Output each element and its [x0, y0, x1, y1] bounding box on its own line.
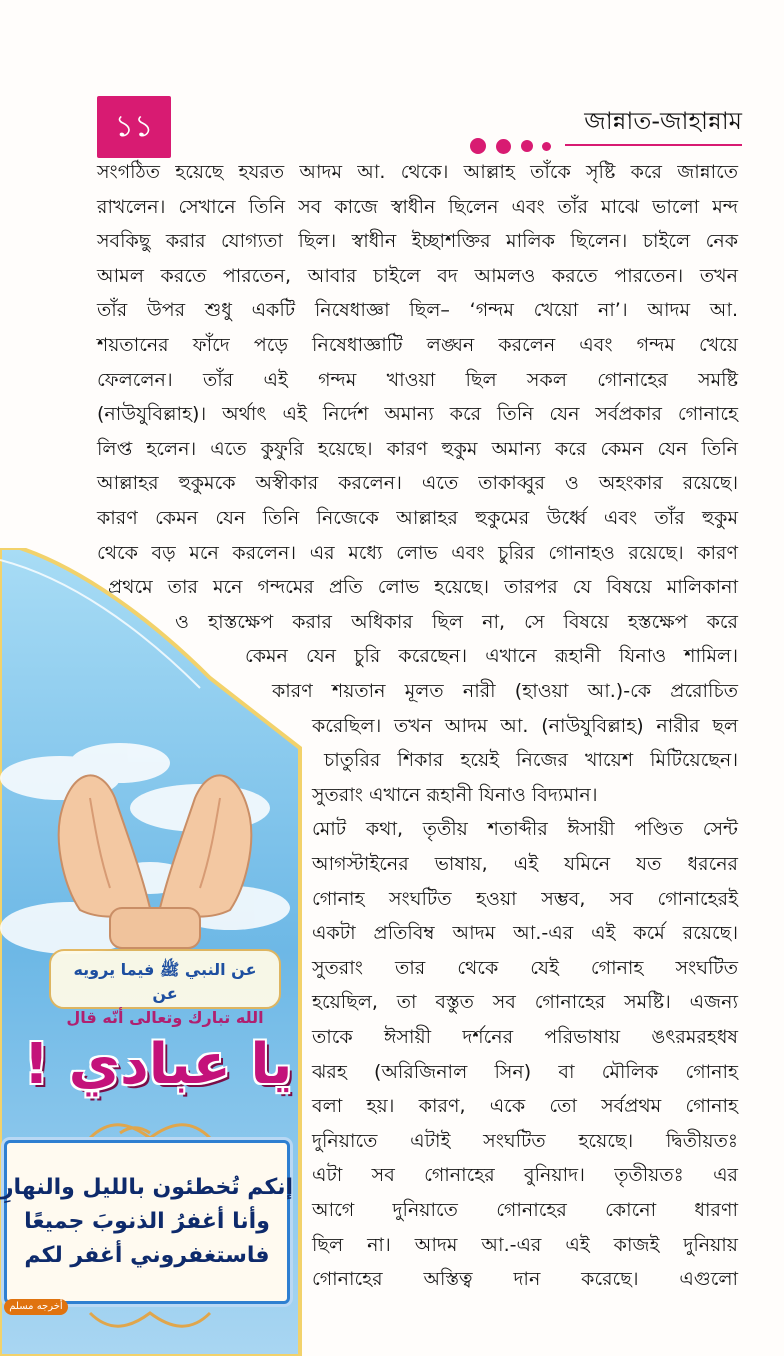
body-line: দুনিয়াতে এটাই সংঘটিত হয়েছে। দ্বিতীয়তঃ	[312, 1129, 738, 1152]
body-line: ঝরহ (অরিজিনাল সিন) বা মৌলিক গোনাহ	[312, 1060, 738, 1083]
body-line: শয়তানের ফাঁদে পড়ে নিষেধাজ্ঞাটি লঙ্ঘন করলেন এবং গন্দম খেয়ে	[97, 334, 738, 356]
body-line: চাতুরির শিকার হয়েই নিজের খায়েশ মিটিয়েছেন।	[324, 749, 738, 772]
running-title: জান্নাত-জাহান্নাম	[584, 107, 742, 135]
body-line: আল্লাহর হুকুমকে অস্বীকার করলেন। এতে তাকাব্বুর ও অহংকার রয়েছে।	[97, 472, 738, 495]
body-line: বলা হয়। কারণ, একে তো সর্বপ্রথম গোনাহ	[312, 1095, 738, 1118]
body-line: প্রথমে তার মনে গন্দমের প্রতি লোভ হয়েছে। তারপর যে বিষয়ে মালিকানা	[108, 576, 738, 599]
body-line: মোট কথা, তৃতীয় শতাব্দীর ঈসায়ী পণ্ডিত সেন্ট	[312, 818, 738, 841]
body-line: (নাউযুবিল্লাহ)। অর্থাৎ এই নির্দেশ অমান্য করে তিনি যেন সর্বপ্রকার গোনাহে	[97, 403, 738, 426]
body-line: আমল করতে পারতেন, আবার চাইলে বদ আমলও করতে পারতেন। তখন	[97, 264, 738, 287]
banner-subheading-line2: الله تبارك وتعالى أنّه قال	[66, 1008, 264, 1027]
body-line: থেকে বড় মনে করলেন। এর মধ্যে লোভ এবং চুরির গোনাহও রয়েছে। কারণ	[97, 541, 738, 564]
hadith-source-tag: أخرجه مسلم	[4, 1299, 68, 1315]
body-line: সংগঠিত হয়েছে হযরত আদম আ. থেকে। আল্লাহ তাঁকে সৃষ্টি করে জান্নাতে	[97, 161, 738, 183]
hadith-line: وأنا أغفرُ الذنوبَ جميعًا	[24, 1209, 270, 1234]
body-line: লিপ্ত হলেন। এতে কুফুরি হয়েছে। কারণ হুকুম অমান্য করে কেমন যেন তিনি	[97, 437, 738, 460]
body-line: একটা প্রতিবিম্ব আদম আ.-এর এই কর্মে রয়েছে।	[312, 922, 738, 945]
body-line: কারণ শয়তান মূলত নারী (হাওয়া আ.)-কে প্ররোচিত	[272, 680, 738, 702]
body-line: ও হাস্তক্ষেপ করার অধিকার ছিল না, সে বিষয়ে হস্তক্ষেপ করে	[175, 610, 738, 633]
body-line: ছিল না। আদম আ.-এর এই কাজই দুনিয়ায়	[312, 1233, 738, 1256]
body-line: রাখলেন। সেখানে তিনি সব কাজে স্বাধীন ছিলেন এবং তাঁর মাঝে ভালো মন্দ	[97, 195, 738, 218]
body-line: সবকিছু করার যোগ্যতা ছিল। স্বাধীন ইচ্ছাশক্তির মালিক ছিলেন। চাইলে নেক	[97, 230, 738, 253]
body-line: সুতরাং তার থেকে যেই গোনাহ সংঘটিত	[312, 956, 738, 979]
body-line: কারণ কেমন যেন তিনি নিজেকে আল্লাহর হুকুমের উর্ধ্বে এবং তাঁর হুকুম	[97, 507, 738, 529]
body-line: গোনাহের অস্তিত্ব দান করেছে। এগুলো	[312, 1268, 738, 1291]
banner-subheading-line1: عن النبي ﷺ فيما يرويه عن	[73, 960, 257, 1003]
body-line: কেমন যেন চুরি করেছেন। এখানে রূহানী যিনাও শামিল।	[245, 645, 738, 668]
body-line: হয়েছিল, তা বস্তুত সব গোনাহের সমষ্টি। এজন্য	[312, 991, 738, 1014]
body-line: তাঁর উপর শুধু একটি নিষেধাজ্ঞা ছিল– ‘গন্দম খেয়ো না’। আদম আ.	[97, 299, 738, 322]
body-line: এটা সব গোনাহের বুনিয়াদ। তৃতীয়তঃ এর	[312, 1164, 738, 1187]
body-line: করেছিল। তখন আদম আ. (নাউযুবিল্লাহ) নারীর ছল	[312, 714, 738, 737]
body-line: ফেললেন। তাঁর এই গন্দম খাওয়া ছিল সকল গোনাহের সমষ্টি	[97, 368, 738, 391]
body-line: আগে দুনিয়াতে গোনাহের কোনো ধারণা	[312, 1199, 738, 1221]
hadith-line: إنكم تُخطئون بالليل والنهارِ	[0, 1175, 294, 1200]
body-line: আগস্টাইনের ভাষায়, এই যমিনে যত ধরনের	[312, 853, 738, 875]
hadith-line: فاستغفروني أغفر لكم	[24, 1243, 270, 1268]
body-line: গোনাহ সংঘটিত হওয়া সম্ভব, সব গোনাহেরই	[312, 887, 738, 910]
body-line: সুতরাং এখানে রূহানী যিনাও বিদ্যমান।	[312, 783, 598, 806]
banner-call: يا عبادي !	[23, 1032, 293, 1097]
body-line: তাকে ঈসায়ী দর্শনের পরিভাষায় ঙৎরমরহধষ	[312, 1026, 738, 1048]
page-number: ১১	[97, 96, 171, 158]
